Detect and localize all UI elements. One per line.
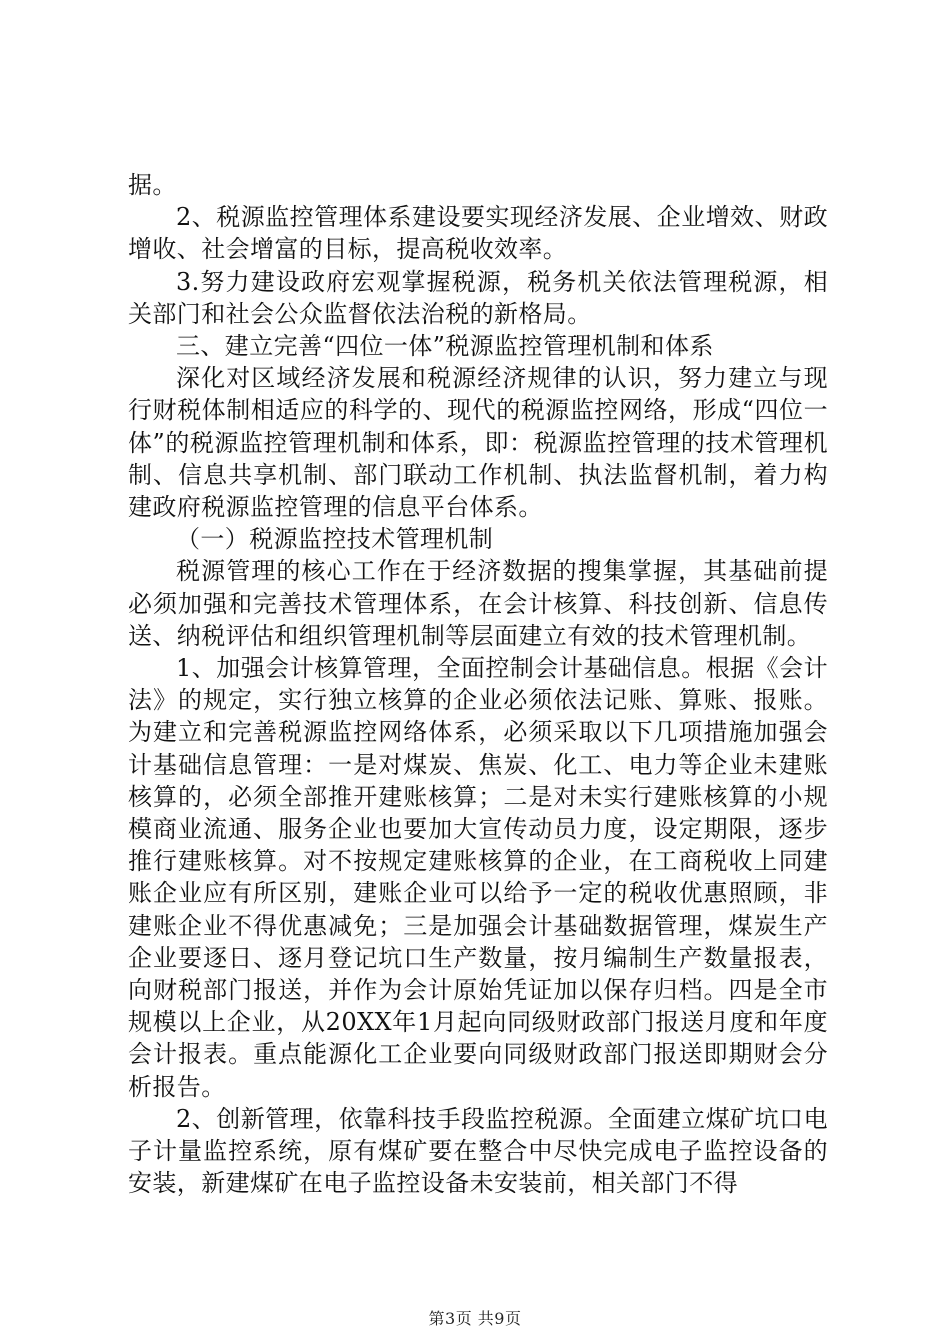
section-heading-3: 三、建立完善“四位一体”税源监控管理机制和体系 (176, 332, 714, 361)
subsection-heading-1: （一）税源监控技术管理机制 (176, 525, 494, 554)
paragraph-section-intro: 深化对区域经济发展和税源经济规律的认识，努力建立与现行财税体制相适应的科学的、现代的税源监控网络，形成“四位一体”的税源监控管理机制和体系，即：税源监控管理的技术管理机制、信息共享机制、部门联动工作机制、执法监督机制，着力构建政府税源监控管理的信息平台体系。 (128, 364, 828, 522)
paragraph-accounting: 1、加强会计核算管理，全面控制会计基础信息。根据《会计法》的规定，实行独立核算的企业必须依法记账、算账、报账。为建立和完善税源监控网络体系，必须采取以下几项措施加强会计基础信息管理：一是对煤炭、焦炭、化工、电力等企业未建账核算的，必须全部推开建账核算；二是对未实行建账核算的小规模商业流通、服务企业也要加大宣传动员力度，设定期限，逐步推行建账核算。对不按规定建账核算的企业，在工商税收上同建账企业应有所区别，建账企业可以给予一定的税收优惠照顾，非建账企业不得优惠减免；三是加强会计基础数据管理，煤炭生产企业要逐日、逐月登记坑口生产数量，按月编制生产数量报表，向财税部门报送，并作为会计原始凭证加以保存归档。四是全市规模以上企业，从20XX年1月起向同级财政部门报送月度和年度会计报表。重点能源化工企业要向同级财政部门报送即期财会分析报告。 (128, 654, 828, 1101)
page-number-footer: 第3页 共9页 (428, 1309, 522, 1328)
paragraph-item-3: 3.努力建设政府宏观掌握税源，税务机关依法管理税源，相关部门和社会公众监督依法治税的新格局。 (128, 267, 828, 328)
paragraph-innovation: 2、创新管理，依靠科技手段监控税源。全面建立煤矿坑口电子计量监控系统，原有煤矿要在整合中尽快完成电子监控设备的安装，新建煤矿在电子监控设备未安装前，相关部门不得 (128, 1104, 828, 1198)
paragraph-item-2: 2、税源监控管理体系建设要实现经济发展、企业增效、财政增收、社会增富的目标，提高税收效率。 (128, 203, 828, 264)
document-body (128, 169, 828, 1200)
paragraph-continuation: 据。 (128, 171, 177, 199)
paragraph-subsection-intro: 税源管理的核心工作在于经济数据的搜集掌握，其基础前提必须加强和完善技术管理体系，在会计核算、科技创新、信息传送、纳税评估和组织管理机制等层面建立有效的技术管理机制。 (128, 557, 828, 650)
